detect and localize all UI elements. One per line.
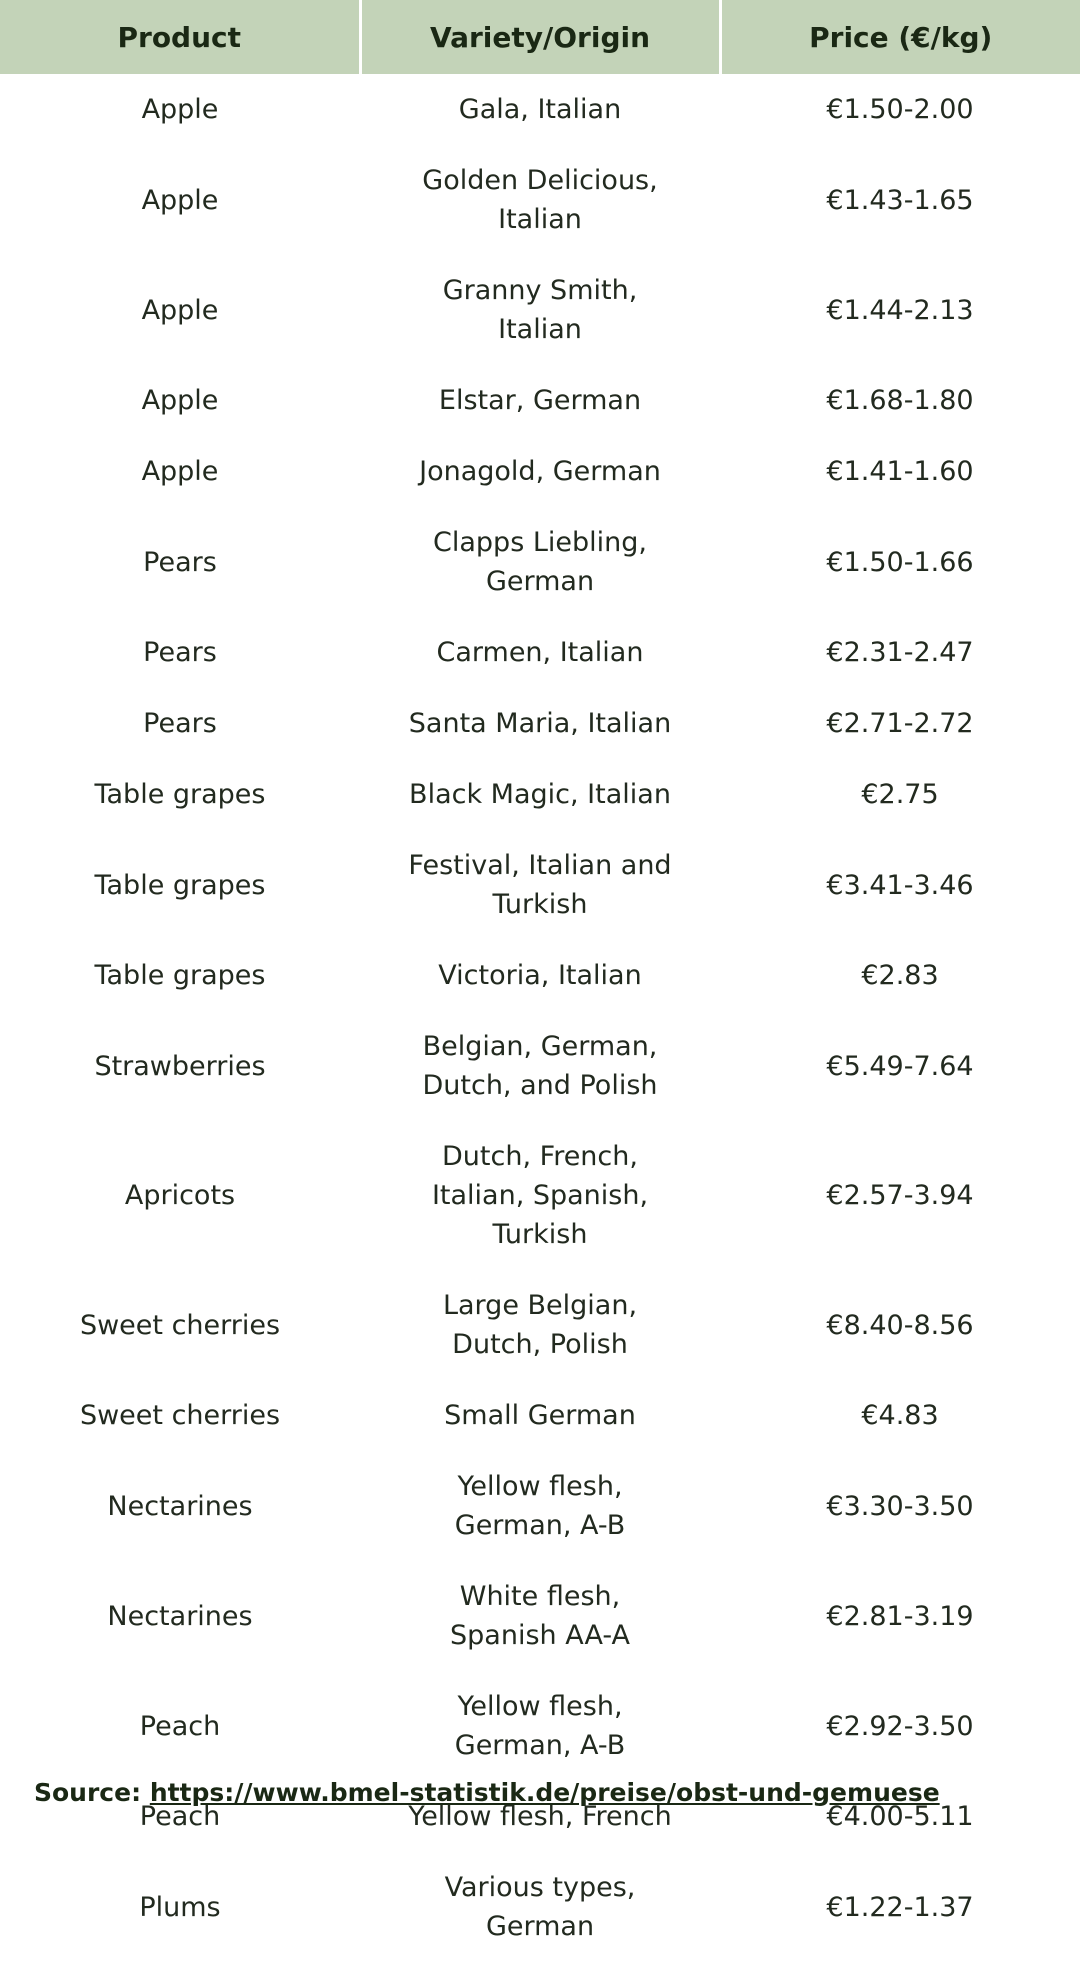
cell-product: Apple	[141, 456, 219, 487]
cell-price: €3.41-3.46	[826, 869, 974, 901]
cell-variety: Yellow flesh, German, A-B	[454, 1691, 626, 1761]
cell-variety: Clapps Liebling, German	[433, 527, 647, 597]
cell-price: €1.44-2.13	[826, 294, 974, 326]
cell-price: €4.83	[861, 1400, 939, 1431]
cell-price: €8.40-8.56	[826, 1309, 974, 1341]
table-row	[0, 759, 1080, 830]
cell-variety: Victoria, Italian	[438, 960, 642, 991]
cell-product: Pears	[143, 546, 217, 578]
table-header	[0, 0, 1080, 74]
cell-price: €2.71-2.72	[826, 708, 974, 739]
cell-variety: Belgian, German, Dutch, and Polish	[422, 1031, 658, 1101]
cell-product: Apple	[141, 294, 219, 326]
table-body	[0, 74, 1080, 1962]
cell-product: Peach	[139, 1710, 221, 1742]
cell-price: €2.92-3.50	[826, 1710, 974, 1742]
table-row	[0, 255, 1080, 365]
cell-variety: Large Belgian, Dutch, Polish	[442, 1290, 638, 1360]
cell-price: €1.22-1.37	[826, 1891, 974, 1923]
cell-variety: Carmen, Italian	[436, 637, 644, 668]
source-note	[34, 1778, 940, 1807]
table-row	[0, 74, 1080, 145]
cell-product: Table grapes	[94, 960, 266, 991]
header-price: Price (€/kg)	[720, 0, 1080, 74]
cell-product: Pears	[143, 637, 217, 668]
cell-product: Nectarines	[107, 1490, 253, 1522]
cell-variety: Golden Delicious, Italian	[422, 165, 658, 235]
cell-price: €2.81-3.19	[826, 1600, 974, 1632]
table-row	[0, 1270, 1080, 1380]
cell-price: €2.75	[861, 779, 939, 810]
cell-variety: Santa Maria, Italian	[408, 708, 672, 739]
cell-product: Pears	[143, 708, 217, 739]
table-row	[0, 1852, 1080, 1962]
cell-price: €1.41-1.60	[826, 456, 974, 487]
cell-product: Apricots	[124, 1180, 236, 1211]
cell-price: €2.83	[861, 960, 939, 991]
table-row	[0, 830, 1080, 940]
source-link[interactable]: https://www.bmel-statistik.de/preise/obst-und-gemuese	[149, 1778, 940, 1807]
cell-price: €1.50-1.66	[826, 546, 974, 578]
table-row	[0, 1380, 1080, 1451]
cell-variety: White flesh, Spanish AA-A	[450, 1581, 630, 1651]
cell-variety: Yellow flesh, German, A-B	[454, 1471, 626, 1541]
cell-price: €2.57-3.94	[826, 1180, 974, 1211]
cell-product: Nectarines	[107, 1600, 253, 1632]
cell-product: Sweet cherries	[79, 1400, 281, 1431]
table-row	[0, 617, 1080, 688]
table-row	[0, 1561, 1080, 1671]
cell-variety: Yellow flesh, French	[408, 1801, 672, 1832]
table-row	[0, 1011, 1080, 1121]
cell-product: Table grapes	[94, 869, 266, 901]
table-row	[0, 436, 1080, 507]
table-row	[0, 145, 1080, 255]
cell-product: Plums	[139, 1891, 221, 1923]
table-row	[0, 1451, 1080, 1561]
cell-variety: Granny Smith, Italian	[442, 275, 638, 345]
cell-price: €4.00-5.11	[826, 1801, 974, 1832]
header-product: Product	[0, 0, 360, 74]
cell-variety: Jonagold, German	[419, 456, 661, 487]
cell-product: Apple	[141, 184, 219, 216]
header-row	[0, 0, 1080, 74]
cell-variety: Various types, German	[444, 1872, 636, 1942]
cell-price: €2.31-2.47	[826, 637, 974, 668]
table-row	[0, 1121, 1080, 1270]
cell-variety: Dutch, French, Italian, Spanish, Turkish	[431, 1141, 649, 1250]
cell-product: Table grapes	[94, 779, 266, 810]
cell-price: €5.49-7.64	[826, 1050, 974, 1082]
cell-variety: Elstar, German	[438, 385, 642, 416]
cell-variety: Gala, Italian	[458, 94, 622, 125]
cell-product: Peach	[139, 1801, 221, 1832]
cell-price: €3.30-3.50	[826, 1490, 974, 1522]
table-row	[0, 688, 1080, 759]
cell-variety: Festival, Italian and Turkish	[408, 850, 672, 920]
cell-product: Apple	[141, 94, 219, 125]
table-row	[0, 940, 1080, 1011]
cell-product: Sweet cherries	[79, 1309, 281, 1341]
cell-price: €1.50-2.00	[826, 94, 974, 125]
cell-product: Strawberries	[94, 1050, 266, 1082]
cell-variety: Small German	[444, 1400, 636, 1431]
source-label: Source:	[34, 1778, 142, 1807]
table-row	[0, 507, 1080, 617]
header-variety-origin: Variety/Origin	[360, 0, 720, 74]
cell-variety: Black Magic, Italian	[409, 779, 671, 810]
cell-price: €1.68-1.80	[826, 385, 974, 416]
table-row	[0, 1671, 1080, 1781]
cell-product: Apple	[141, 385, 219, 416]
cell-price: €1.43-1.65	[826, 184, 974, 216]
table-row	[0, 365, 1080, 436]
